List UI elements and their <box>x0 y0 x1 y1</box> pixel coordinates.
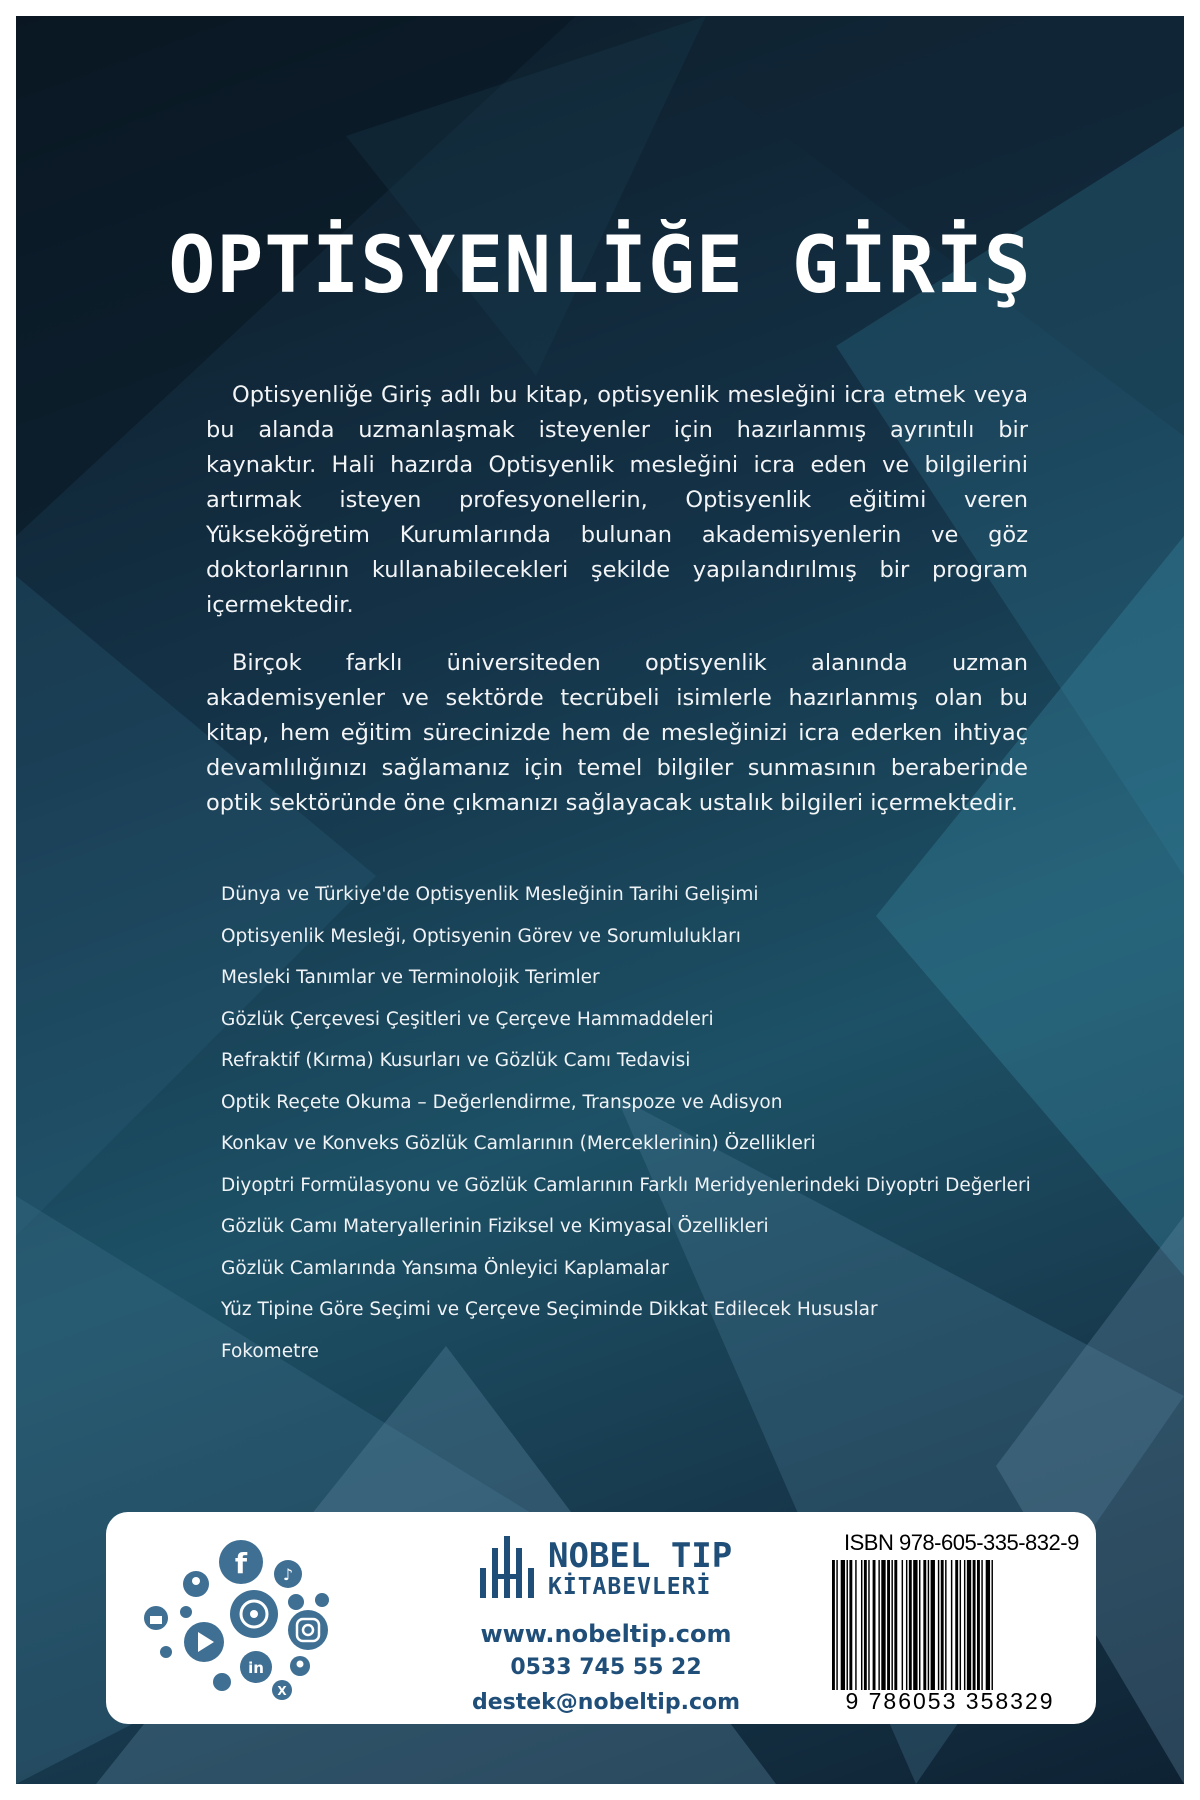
barcode-bar <box>894 1560 897 1690</box>
list-item: Konkav ve Konveks Gözlük Camlarının (Merceklerinin) Özellikleri <box>221 1133 816 1154</box>
whatsapp-icon <box>230 1590 278 1638</box>
svg-text:f: f <box>234 1547 248 1580</box>
barcode-bar <box>919 1560 920 1690</box>
barcode-bar <box>923 1560 926 1690</box>
list-item: Optik Reçete Okuma – Değerlendirme, Transpoze ve Adisyon <box>221 1091 783 1113</box>
barcode-bar <box>967 1560 971 1690</box>
list-item: Optisyenlik Mesleği, Optisyenin Görev ve Sorumlulukları <box>221 925 741 947</box>
barcode-bar <box>951 1560 952 1690</box>
list-item: Diyoptri Formülasyonu ve Gözlük Camlarının Farklı Meridyenlerindeki Diyoptri Değerleri <box>221 1174 1031 1196</box>
barcode-bar <box>861 1560 862 1690</box>
barcode-bar <box>873 1560 876 1690</box>
description-paragraph-2: Birçok farklı üniversiteden optisyenlik alanında uzman akademisyenler ve sektörde tecrübeli isimlerle hazırlanmış olan bu kitap, hem eğitim sürecinizde hem de mesleğinizi icra ederken ihtiyaç devamlılığınızı sağlamanız için temel bilgiler sunmasının beraberinde optik sektöründe öne çıkmanızı sağlayacak ustalık bilgileri içermektedir. <box>206 650 1028 816</box>
back-cover <box>16 16 1184 1784</box>
linkedin-icon <box>240 1651 272 1683</box>
barcode-bar <box>906 1560 907 1690</box>
tiktok-icon <box>274 1560 302 1588</box>
phone-number: 0533 745 55 22 <box>510 1655 702 1680</box>
barcode-bar <box>964 1560 965 1690</box>
barcode-bar <box>909 1560 912 1690</box>
like-icon <box>144 1606 168 1630</box>
brand-subtitle: KİTABEVLERİ <box>548 1574 712 1600</box>
svg-text:in: in <box>248 1659 264 1677</box>
barcode-bar <box>981 1560 982 1690</box>
barcode-bar <box>913 1560 917 1690</box>
barcode-bar <box>960 1560 961 1690</box>
facebook-icon <box>219 1540 263 1584</box>
email-link[interactable]: destek@nobeltip.com <box>471 1690 741 1715</box>
list-item: Gözlük Camlarında Yansıma Önleyici Kaplamalar <box>221 1257 669 1279</box>
barcode-bar <box>941 1560 944 1690</box>
barcode-bar <box>955 1560 958 1690</box>
barcode-bar <box>881 1560 885 1690</box>
svg-text:♪: ♪ <box>282 1565 294 1584</box>
barcode-bar <box>868 1560 869 1690</box>
instagram-icon <box>288 1610 328 1650</box>
barcode-bar <box>902 1560 903 1690</box>
website-link[interactable]: www.nobeltip.com <box>480 1620 732 1648</box>
barcode-bar <box>928 1560 929 1690</box>
barcode-bar <box>832 1560 835 1690</box>
svg-text:X: X <box>277 1684 287 1698</box>
barcode-bar <box>992 1560 993 1690</box>
barcode <box>828 1560 1072 1690</box>
barcode-bar <box>864 1560 867 1690</box>
barcode-bar <box>931 1560 935 1690</box>
barcode-bar <box>878 1560 879 1690</box>
list-item: Dünya ve Türkiye'de Optisyenlik Mesleğinin Tarihi Gelişimi <box>221 884 759 905</box>
barcode-bar <box>847 1560 848 1690</box>
barcode-bar <box>977 1560 980 1690</box>
barcode-bar <box>855 1560 856 1690</box>
barcode-bar <box>938 1560 939 1690</box>
list-item: Yüz Tipine Göre Seçimi ve Çerçeve Seçiminde Dikkat Edilecek Hususlar <box>221 1299 878 1320</box>
publisher-logo-mark <box>478 1534 540 1606</box>
list-item: Refraktif (Kırma) Kusurları ve Gözlük Camı Tedavisi <box>221 1050 691 1071</box>
isbn-label: ISBN 978-605-335-832-9 <box>844 1530 1079 1555</box>
list-item: Fokometre <box>221 1340 319 1362</box>
location-icon <box>290 1656 310 1676</box>
publisher-logo <box>478 1534 733 1606</box>
barcode-bar <box>986 1560 990 1690</box>
barcode-bar <box>891 1560 892 1690</box>
isbn-digits: 9 786053 358329 <box>845 1688 1055 1714</box>
user-icon <box>183 1571 209 1597</box>
topics-list <box>221 874 1121 1372</box>
description-paragraph-1: Optisyenliğe Giriş adlı bu kitap, optisyenlik mesleğini icra etmek veya bu alanda uzmanlaşmak isteyenler için hazırlanmış ayrıntılı bir kaynaktır. Hali hazırda Optisyenlik mesleğini icra eden ve bilgilerini artırmak isteyen profesyonellerin, Optisyenlik eğitimi veren Yükseköğretim Kurumlarında bulunan akademisyenlerin ve göz doktorlarının kullanabilecekleri şekilde yapılandırılmış bir program içermektedir. <box>206 382 1028 618</box>
list-item: Gözlük Çerçevesi Çeşitleri ve Çerçeve Hammaddeleri <box>221 1008 714 1030</box>
youtube-icon <box>184 1622 224 1662</box>
barcode-bar <box>887 1560 890 1690</box>
social-media-cluster <box>136 1532 336 1707</box>
barcode-bar <box>836 1560 837 1690</box>
list-item: Mesleki Tanımlar ve Terminolojik Terimler <box>221 967 600 988</box>
brand-name: NOBEL TIP <box>548 1536 733 1576</box>
list-item: Gözlük Camı Materyallerinin Fiziksel ve Kimyasal Özellikleri <box>221 1216 769 1237</box>
barcode-bar <box>841 1560 845 1690</box>
barcode-bar <box>973 1560 976 1690</box>
x-icon <box>272 1680 292 1700</box>
book-title: OPTİSYENLİĞE GİRİŞ <box>168 221 1032 311</box>
publisher-footer <box>106 1512 1096 1724</box>
barcode-bar <box>945 1560 946 1690</box>
barcode-bar <box>849 1560 852 1690</box>
